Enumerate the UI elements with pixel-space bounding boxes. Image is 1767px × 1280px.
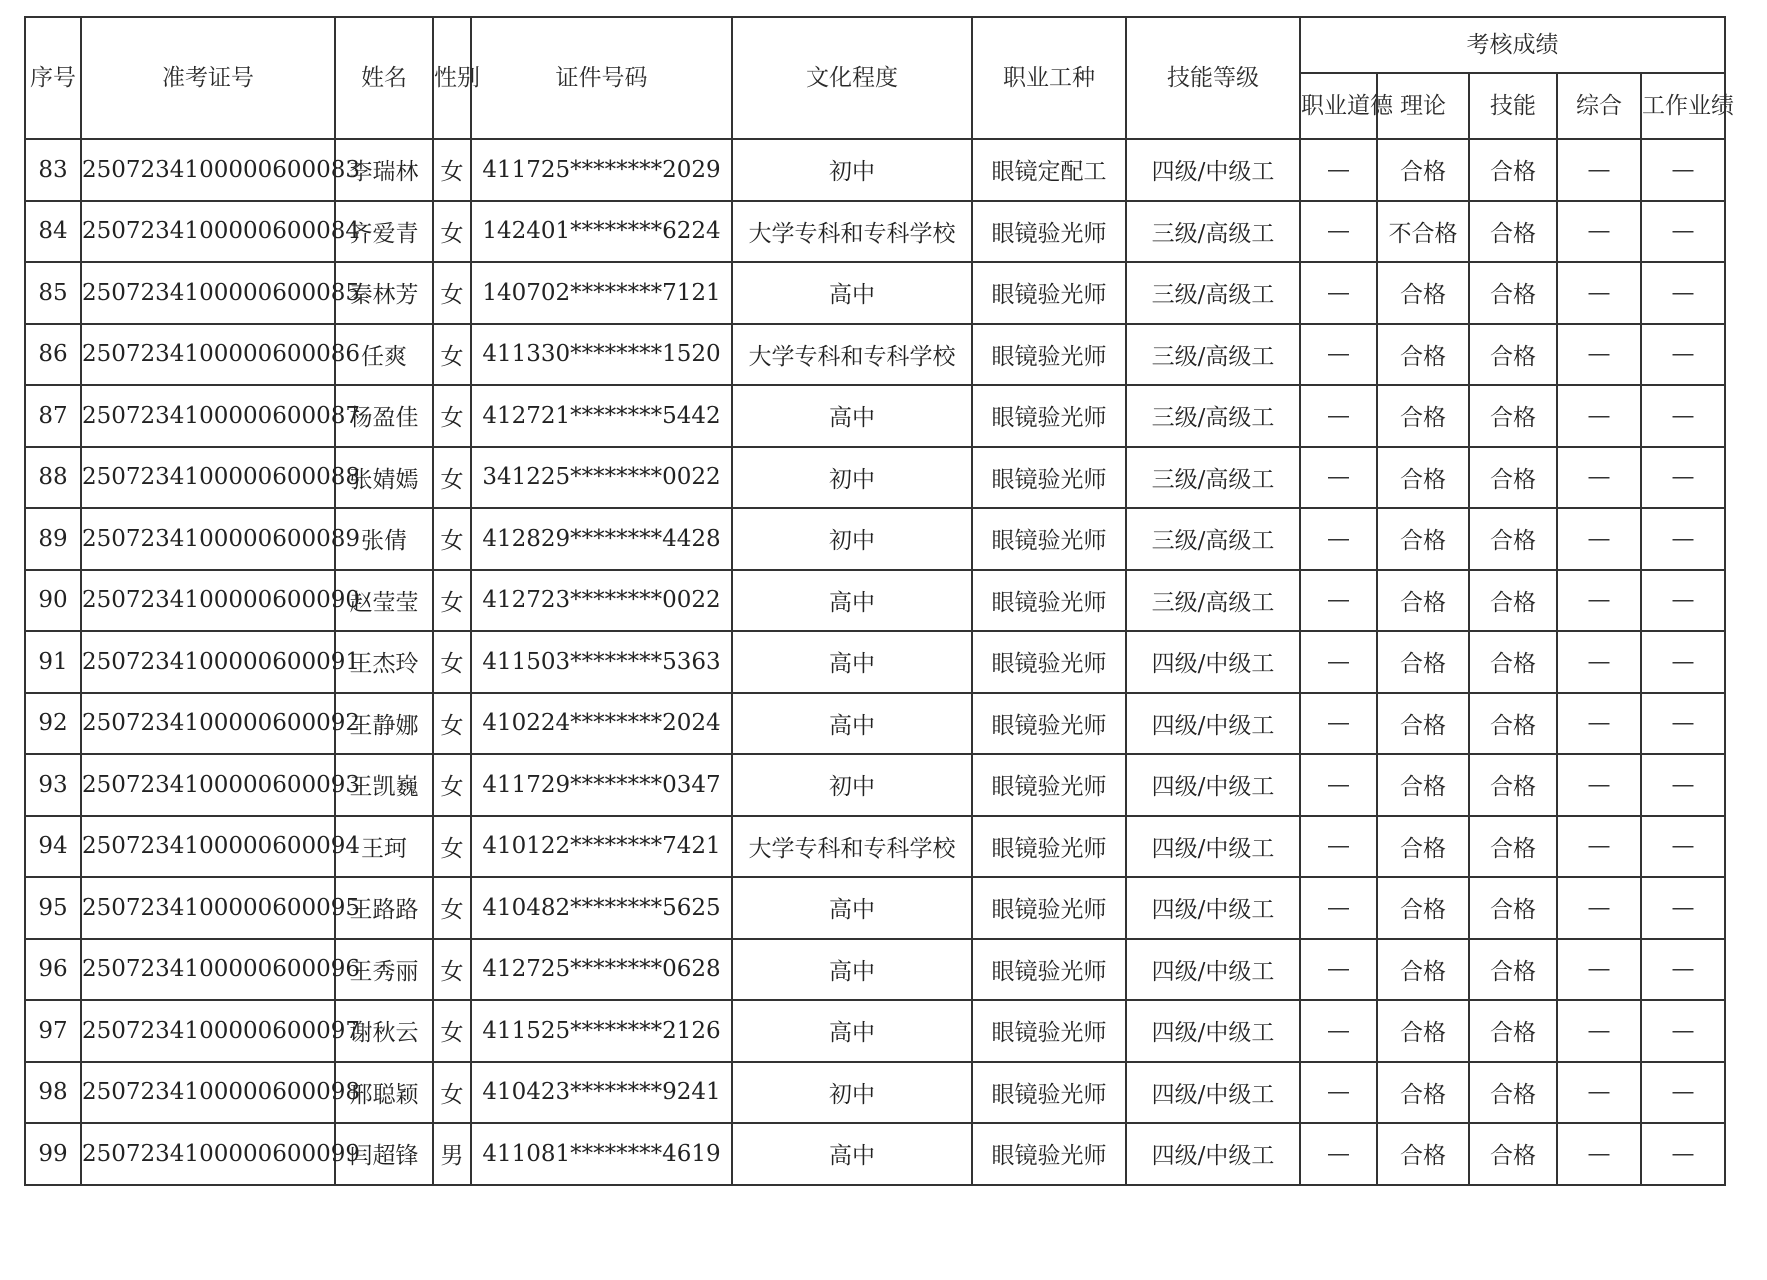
cell-theory: 合格 [1377,631,1469,693]
header-name: 姓名 [335,17,433,139]
cell-ticket-number: 2507234100000600098 [81,1062,335,1124]
cell-name: 杨盈佳 [335,385,433,447]
cell-skill: 合格 [1469,939,1557,1001]
cell-theory: 合格 [1377,939,1469,1001]
cell-ticket-number: 2507234100000600091 [81,631,335,693]
table-row [25,385,1725,447]
cell-work-performance: — [1641,816,1725,878]
cell-education: 初中 [732,447,972,509]
cell-skill-level: 四级/中级工 [1126,754,1300,816]
cell-name: 秦林芳 [335,262,433,324]
cell-id-number: 411081********4619 [471,1123,732,1185]
cell-gender: 女 [433,508,471,570]
header-seq: 序号 [25,17,81,139]
cell-skill-level: 三级/高级工 [1126,385,1300,447]
cell-skill: 合格 [1469,447,1557,509]
cell-education: 高中 [732,385,972,447]
header-education: 文化程度 [732,17,972,139]
table-row [25,324,1725,386]
header-work-performance: 工作业绩 [1641,73,1725,139]
cell-ticket-number: 2507234100000600095 [81,877,335,939]
cell-ethics: — [1300,631,1377,693]
cell-id-number: 341225********0022 [471,447,732,509]
cell-gender: 男 [433,1123,471,1185]
cell-ethics: — [1300,1000,1377,1062]
cell-id-number: 411725********2029 [471,139,732,201]
cell-occupation: 眼镜验光师 [972,447,1126,509]
cell-seq: 90 [25,570,81,632]
cell-education: 高中 [732,877,972,939]
cell-ethics: — [1300,262,1377,324]
cell-theory: 合格 [1377,508,1469,570]
cell-ticket-number: 2507234100000600096 [81,939,335,1001]
cell-work-performance: — [1641,939,1725,1001]
cell-seq: 92 [25,693,81,755]
cell-education: 大学专科和专科学校 [732,816,972,878]
cell-work-performance: — [1641,1123,1725,1185]
cell-seq: 88 [25,447,81,509]
cell-seq: 84 [25,201,81,263]
cell-theory: 合格 [1377,447,1469,509]
cell-skill: 合格 [1469,1000,1557,1062]
cell-theory: 合格 [1377,693,1469,755]
cell-skill-level: 三级/高级工 [1126,508,1300,570]
cell-skill-level: 四级/中级工 [1126,1123,1300,1185]
cell-ticket-number: 2507234100000600097 [81,1000,335,1062]
cell-theory: 合格 [1377,1062,1469,1124]
cell-education: 大学专科和专科学校 [732,201,972,263]
cell-occupation: 眼镜验光师 [972,201,1126,263]
cell-overall: — [1557,816,1641,878]
header-id-number: 证件号码 [471,17,732,139]
cell-ticket-number: 2507234100000600099 [81,1123,335,1185]
cell-work-performance: — [1641,570,1725,632]
cell-overall: — [1557,631,1641,693]
header-ticket-number: 准考证号 [81,17,335,139]
cell-seq: 93 [25,754,81,816]
cell-education: 初中 [732,508,972,570]
cell-seq: 95 [25,877,81,939]
header-assessment-scores: 考核成绩 [1300,17,1725,73]
header-gender: 性别 [433,17,471,139]
cell-name: 李瑞林 [335,139,433,201]
cell-gender: 女 [433,447,471,509]
cell-skill-level: 四级/中级工 [1126,693,1300,755]
cell-gender: 女 [433,939,471,1001]
cell-seq: 85 [25,262,81,324]
cell-overall: — [1557,508,1641,570]
header-theory: 理论 [1377,73,1469,139]
cell-education: 高中 [732,1000,972,1062]
cell-skill: 合格 [1469,877,1557,939]
cell-education: 高中 [732,570,972,632]
cell-name: 王静娜 [335,693,433,755]
cell-occupation: 眼镜定配工 [972,139,1126,201]
cell-name: 谢秋云 [335,1000,433,1062]
cell-name: 齐爱青 [335,201,433,263]
cell-education: 初中 [732,139,972,201]
table-row [25,447,1725,509]
cell-ethics: — [1300,754,1377,816]
cell-work-performance: — [1641,447,1725,509]
cell-ticket-number: 2507234100000600092 [81,693,335,755]
cell-ticket-number: 2507234100000600085 [81,262,335,324]
table-header [25,17,1734,139]
header-skill-level: 技能等级 [1126,17,1300,139]
cell-overall: — [1557,324,1641,386]
cell-seq: 97 [25,1000,81,1062]
cell-skill-level: 四级/中级工 [1126,1000,1300,1062]
cell-work-performance: — [1641,508,1725,570]
cell-seq: 96 [25,939,81,1001]
cell-theory: 合格 [1377,385,1469,447]
cell-name: 张婧嫣 [335,447,433,509]
cell-ticket-number: 2507234100000600088 [81,447,335,509]
cell-ticket-number: 2507234100000600087 [81,385,335,447]
cell-theory: 合格 [1377,754,1469,816]
cell-education: 高中 [732,1123,972,1185]
cell-ethics: — [1300,447,1377,509]
cell-ticket-number: 2507234100000600083 [81,139,335,201]
cell-id-number: 412725********0628 [471,939,732,1001]
cell-name: 王凯巍 [335,754,433,816]
cell-gender: 女 [433,385,471,447]
cell-name: 闫超锋 [335,1123,433,1185]
roster-sheet [24,16,1734,1186]
cell-overall: — [1557,1123,1641,1185]
cell-work-performance: — [1641,324,1725,386]
cell-id-number: 412829********4428 [471,508,732,570]
cell-skill: 合格 [1469,385,1557,447]
cell-id-number: 411729********0347 [471,754,732,816]
cell-skill: 合格 [1469,201,1557,263]
cell-education: 高中 [732,631,972,693]
cell-occupation: 眼镜验光师 [972,385,1126,447]
cell-ethics: — [1300,508,1377,570]
cell-gender: 女 [433,262,471,324]
cell-name: 王杰玲 [335,631,433,693]
cell-ticket-number: 2507234100000600090 [81,570,335,632]
cell-skill-level: 四级/中级工 [1126,877,1300,939]
cell-overall: — [1557,877,1641,939]
table-row [25,262,1725,324]
cell-skill: 合格 [1469,631,1557,693]
cell-id-number: 412721********5442 [471,385,732,447]
cell-work-performance: — [1641,262,1725,324]
cell-education: 初中 [732,1062,972,1124]
cell-seq: 94 [25,816,81,878]
table-row [25,693,1725,755]
cell-gender: 女 [433,1000,471,1062]
cell-gender: 女 [433,570,471,632]
cell-seq: 89 [25,508,81,570]
cell-gender: 女 [433,816,471,878]
cell-ethics: — [1300,816,1377,878]
table-row [25,508,1725,570]
cell-ticket-number: 2507234100000600084 [81,201,335,263]
cell-skill-level: 四级/中级工 [1126,939,1300,1001]
cell-id-number: 411525********2126 [471,1000,732,1062]
cell-name: 王珂 [335,816,433,878]
cell-theory: 合格 [1377,324,1469,386]
cell-skill-level: 三级/高级工 [1126,324,1300,386]
cell-skill-level: 四级/中级工 [1126,1062,1300,1124]
header-skill: 技能 [1469,73,1557,139]
header-overall: 综合 [1557,73,1641,139]
cell-name: 邢聪颖 [335,1062,433,1124]
cell-seq: 86 [25,324,81,386]
cell-skill: 合格 [1469,262,1557,324]
cell-skill: 合格 [1469,1062,1557,1124]
cell-work-performance: — [1641,693,1725,755]
cell-work-performance: — [1641,1000,1725,1062]
cell-ticket-number: 2507234100000600086 [81,324,335,386]
cell-ethics: — [1300,385,1377,447]
cell-seq: 98 [25,1062,81,1124]
table-row [25,939,1725,1001]
table-row [25,139,1725,201]
cell-theory: 合格 [1377,139,1469,201]
cell-overall: — [1557,754,1641,816]
cell-ticket-number: 2507234100000600093 [81,754,335,816]
cell-skill-level: 四级/中级工 [1126,631,1300,693]
cell-skill-level: 四级/中级工 [1126,816,1300,878]
cell-gender: 女 [433,139,471,201]
cell-theory: 合格 [1377,1000,1469,1062]
cell-work-performance: — [1641,201,1725,263]
cell-overall: — [1557,262,1641,324]
cell-occupation: 眼镜验光师 [972,570,1126,632]
cell-education: 初中 [732,754,972,816]
cell-occupation: 眼镜验光师 [972,816,1126,878]
cell-skill: 合格 [1469,139,1557,201]
cell-occupation: 眼镜验光师 [972,1000,1126,1062]
cell-skill-level: 四级/中级工 [1126,139,1300,201]
cell-id-number: 410122********7421 [471,816,732,878]
cell-overall: — [1557,693,1641,755]
cell-gender: 女 [433,1062,471,1124]
cell-id-number: 412723********0022 [471,570,732,632]
cell-skill: 合格 [1469,1123,1557,1185]
cell-overall: — [1557,939,1641,1001]
table-body [25,139,1725,1185]
table-row [25,631,1725,693]
cell-theory: 合格 [1377,816,1469,878]
cell-ethics: — [1300,877,1377,939]
cell-overall: — [1557,201,1641,263]
cell-ethics: — [1300,693,1377,755]
cell-occupation: 眼镜验光师 [972,262,1126,324]
cell-ethics: — [1300,201,1377,263]
cell-work-performance: — [1641,139,1725,201]
cell-overall: — [1557,139,1641,201]
exam-results-table [24,16,1734,1186]
cell-skill-level: 三级/高级工 [1126,201,1300,263]
cell-skill: 合格 [1469,508,1557,570]
cell-name: 赵莹莹 [335,570,433,632]
cell-name: 王秀丽 [335,939,433,1001]
table-row [25,1000,1725,1062]
cell-overall: — [1557,385,1641,447]
cell-work-performance: — [1641,877,1725,939]
cell-ethics: — [1300,139,1377,201]
cell-occupation: 眼镜验光师 [972,754,1126,816]
cell-skill-level: 三级/高级工 [1126,570,1300,632]
cell-skill: 合格 [1469,754,1557,816]
header-ethics: 职业道德 [1300,73,1377,139]
cell-gender: 女 [433,324,471,386]
cell-seq: 83 [25,139,81,201]
cell-seq: 91 [25,631,81,693]
table-row [25,816,1725,878]
cell-occupation: 眼镜验光师 [972,693,1126,755]
cell-theory: 合格 [1377,877,1469,939]
cell-skill: 合格 [1469,324,1557,386]
cell-id-number: 411503********5363 [471,631,732,693]
cell-skill: 合格 [1469,816,1557,878]
cell-skill-level: 三级/高级工 [1126,262,1300,324]
cell-id-number: 410224********2024 [471,693,732,755]
cell-id-number: 411330********1520 [471,324,732,386]
cell-ethics: — [1300,570,1377,632]
cell-id-number: 410482********5625 [471,877,732,939]
table-row [25,570,1725,632]
cell-gender: 女 [433,631,471,693]
cell-overall: — [1557,1000,1641,1062]
cell-skill: 合格 [1469,570,1557,632]
cell-gender: 女 [433,693,471,755]
cell-occupation: 眼镜验光师 [972,939,1126,1001]
cell-education: 大学专科和专科学校 [732,324,972,386]
header-occupation: 职业工种 [972,17,1126,139]
cell-name: 张倩 [335,508,433,570]
cell-occupation: 眼镜验光师 [972,508,1126,570]
cell-seq: 99 [25,1123,81,1185]
cell-id-number: 140702********7121 [471,262,732,324]
cell-occupation: 眼镜验光师 [972,324,1126,386]
cell-overall: — [1557,1062,1641,1124]
cell-occupation: 眼镜验光师 [972,1062,1126,1124]
cell-theory: 合格 [1377,1123,1469,1185]
cell-id-number: 142401********6224 [471,201,732,263]
cell-overall: — [1557,447,1641,509]
table-row [25,1123,1725,1185]
cell-education: 高中 [732,262,972,324]
cell-ethics: — [1300,324,1377,386]
cell-seq: 87 [25,385,81,447]
cell-theory: 合格 [1377,570,1469,632]
cell-work-performance: — [1641,754,1725,816]
table-row [25,1062,1725,1124]
cell-occupation: 眼镜验光师 [972,631,1126,693]
cell-overall: — [1557,570,1641,632]
table-row [25,201,1725,263]
table-row [25,754,1725,816]
cell-education: 高中 [732,693,972,755]
cell-ethics: — [1300,1123,1377,1185]
cell-ticket-number: 2507234100000600094 [81,816,335,878]
cell-gender: 女 [433,877,471,939]
cell-name: 王路路 [335,877,433,939]
cell-ethics: — [1300,939,1377,1001]
cell-occupation: 眼镜验光师 [972,1123,1126,1185]
cell-occupation: 眼镜验光师 [972,877,1126,939]
cell-work-performance: — [1641,631,1725,693]
table-row [25,877,1725,939]
cell-name: 任爽 [335,324,433,386]
cell-gender: 女 [433,754,471,816]
cell-skill-level: 三级/高级工 [1126,447,1300,509]
cell-theory: 不合格 [1377,201,1469,263]
cell-education: 高中 [732,939,972,1001]
cell-ethics: — [1300,1062,1377,1124]
cell-ticket-number: 2507234100000600089 [81,508,335,570]
cell-work-performance: — [1641,1062,1725,1124]
cell-id-number: 410423********9241 [471,1062,732,1124]
cell-theory: 合格 [1377,262,1469,324]
cell-skill: 合格 [1469,693,1557,755]
cell-work-performance: — [1641,385,1725,447]
cell-gender: 女 [433,201,471,263]
